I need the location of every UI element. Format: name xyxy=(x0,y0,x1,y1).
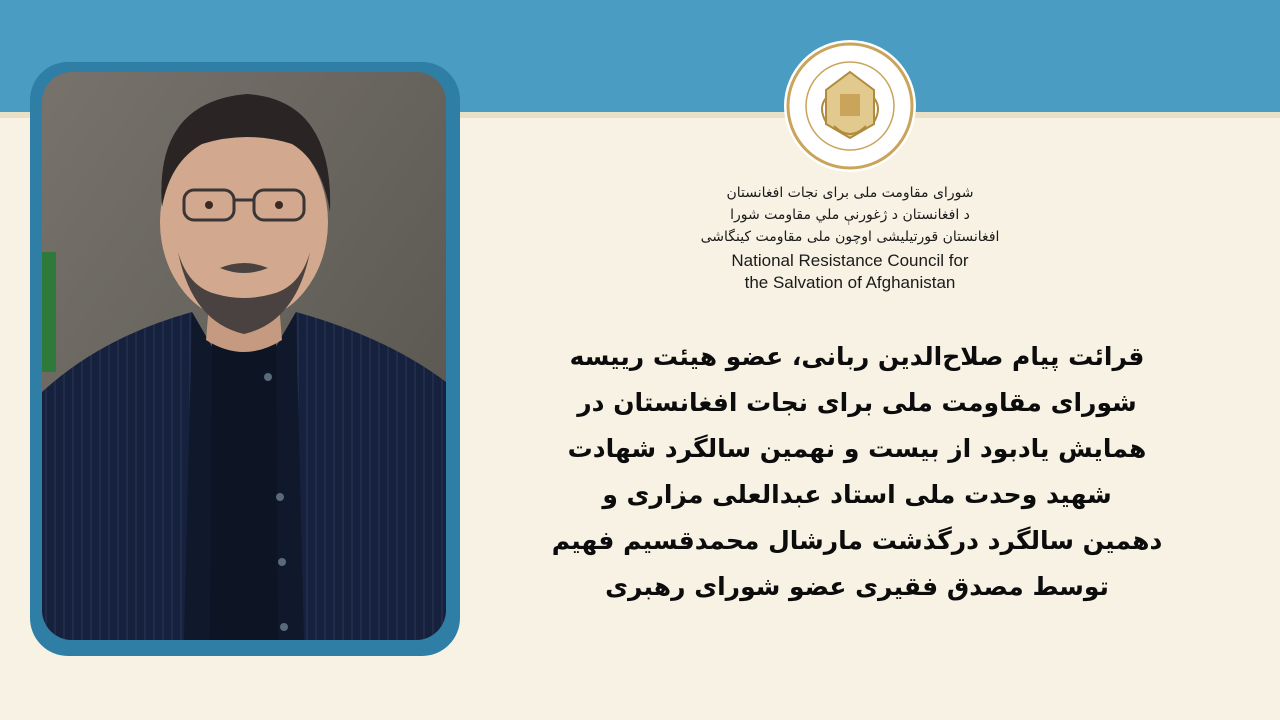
org-name-pashto: د افغانستان د ژغورنې ملي مقاومت شورا xyxy=(730,207,970,223)
portrait-photo xyxy=(42,72,446,640)
headline-line: قرائت پیام صلاح‌الدین ربانی، عضو هیئت رییسه xyxy=(569,342,1145,371)
org-name-english-line2: the Salvation of Afghanistan xyxy=(744,273,956,292)
headline-line: توسط مصدق فقیری عضو شورای رهبری xyxy=(605,572,1109,601)
headline-line: همایش یادبود از بیست و نهمین سالگرد شهادت xyxy=(567,434,1147,463)
organization-name-block xyxy=(640,182,1060,294)
org-name-dari: شورای مقاومت ملی برای نجات افغانستان xyxy=(726,185,974,201)
headline-line: شهید وحدت ملی استاد عبدالعلی مزاری و xyxy=(602,480,1112,509)
council-seal-logo xyxy=(782,38,918,174)
national-resistance-council-seal-icon xyxy=(782,38,918,174)
org-name-uzbek: افغانستان قورتیلیشی اوچون ملی مقاومت کینگاشی xyxy=(700,229,1000,245)
org-name-english-line1: National Resistance Council for xyxy=(731,251,969,270)
headline-line: دهمین سالگرد درگذشت مارشال محمدقسیم فهیم xyxy=(551,526,1163,555)
headline-line: شورای مقاومت ملی برای نجات افغانستان در xyxy=(577,388,1137,417)
headline-text xyxy=(500,334,1214,610)
